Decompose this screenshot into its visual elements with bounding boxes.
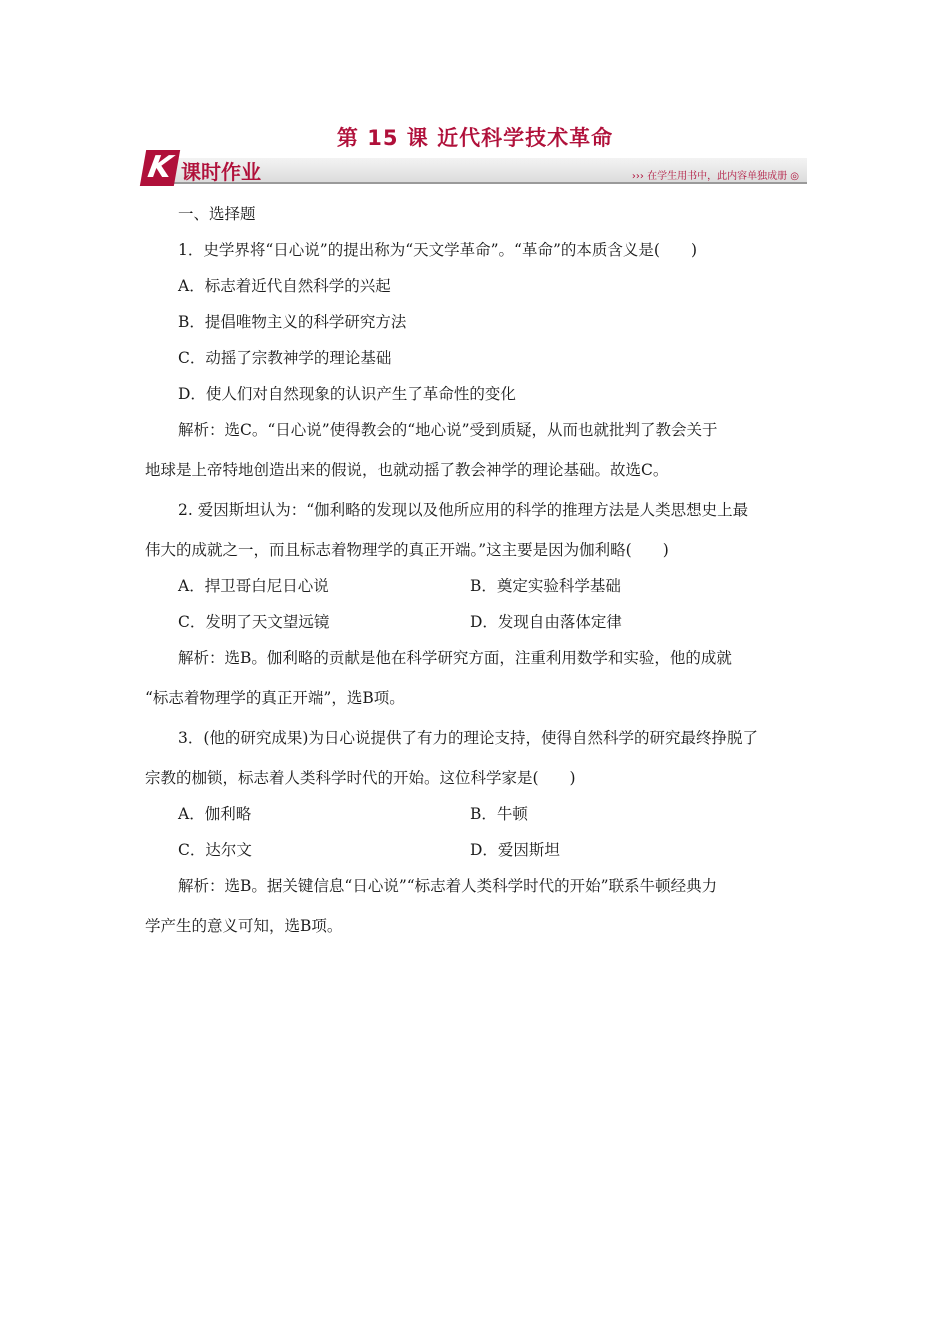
q2-options-row1 [145,568,810,604]
q1-stem: 1．史学界将“日心说”的提出称为“天文学革命”。“革命”的本质含义是( ) [178,241,698,259]
k-logo-icon: K [140,150,180,186]
q2-answer-line1: 解析：选B。伽利略的贡献是他在科学研究方面，注重利用数学和实验，他的成就 [178,649,732,667]
page-title: 第 15 课 近代科学技术革命 [336,126,614,150]
q2-options-row2 [145,604,810,640]
q3-options-row2 [145,832,810,868]
q1-option-a: A．标志着近代自然科学的兴起 [178,277,391,295]
q2-stem-line1: 2. 爱因斯坦认为：“伽利略的发现以及他所应用的科学的推理方法是人类思想史上最 [178,501,749,519]
document-body [145,196,810,944]
q2-stem-line2: 伟大的成就之一，而且标志着物理学的真正开端。”这主要是因为伽利略( ) [145,541,669,559]
q1-option-d: D．使人们对自然现象的认识产生了革命性的变化 [178,385,516,403]
q3-answer-line1: 解析：选B。据关键信息“日心说”“标志着人类科学时代的开始”联系牛顿经典力 [178,877,718,895]
q2-option-a: A．捍卫哥白尼日心说 [178,577,329,595]
q1-option-c: C．动摇了宗教神学的理论基础 [178,349,392,367]
q2-option-c: C．发明了天文望远镜 [178,613,330,631]
q1-option-b: B．提倡唯物主义的科学研究方法 [178,313,407,331]
q3-option-c: C．达尔文 [178,841,252,859]
q3-option-d: D．爱因斯坦 [470,841,560,859]
q2-option-b: B．奠定实验科学基础 [470,577,621,595]
q2-option-d: D．发现自由落体定律 [470,613,622,631]
banner-note: ››› 在学生用书中，此内容单独成册 ◎ [631,171,799,182]
q3-answer-line2: 学产生的意义可知，选B项。 [145,917,343,935]
section-heading: 一、选择题 [178,205,256,223]
q2-answer-line2: “标志着物理学的真正开端”，选B项。 [145,689,405,707]
q3-option-a: A．伽利略 [178,805,252,823]
q1-answer-line2: 地球是上帝特地创造出来的假说，也就动摇了教会神学的理论基础。故选C。 [145,461,669,479]
q3-option-b: B．牛顿 [470,805,528,823]
q3-stem-line2: 宗教的枷锁，标志着人类科学时代的开始。这位科学家是( ) [145,769,576,787]
q3-options-row1 [145,796,810,832]
q3-stem-line1: 3．(他的研究成果)为日心说提供了有力的理论支持，使得自然科学的研究最终挣脱了 [178,729,758,747]
q1-answer-line1: 解析：选C。“日心说”使得教会的“地心说”受到质疑，从而也就批判了教会关于 [178,421,718,439]
banner-label: 课时作业 [181,160,261,184]
homework-banner [143,150,807,190]
